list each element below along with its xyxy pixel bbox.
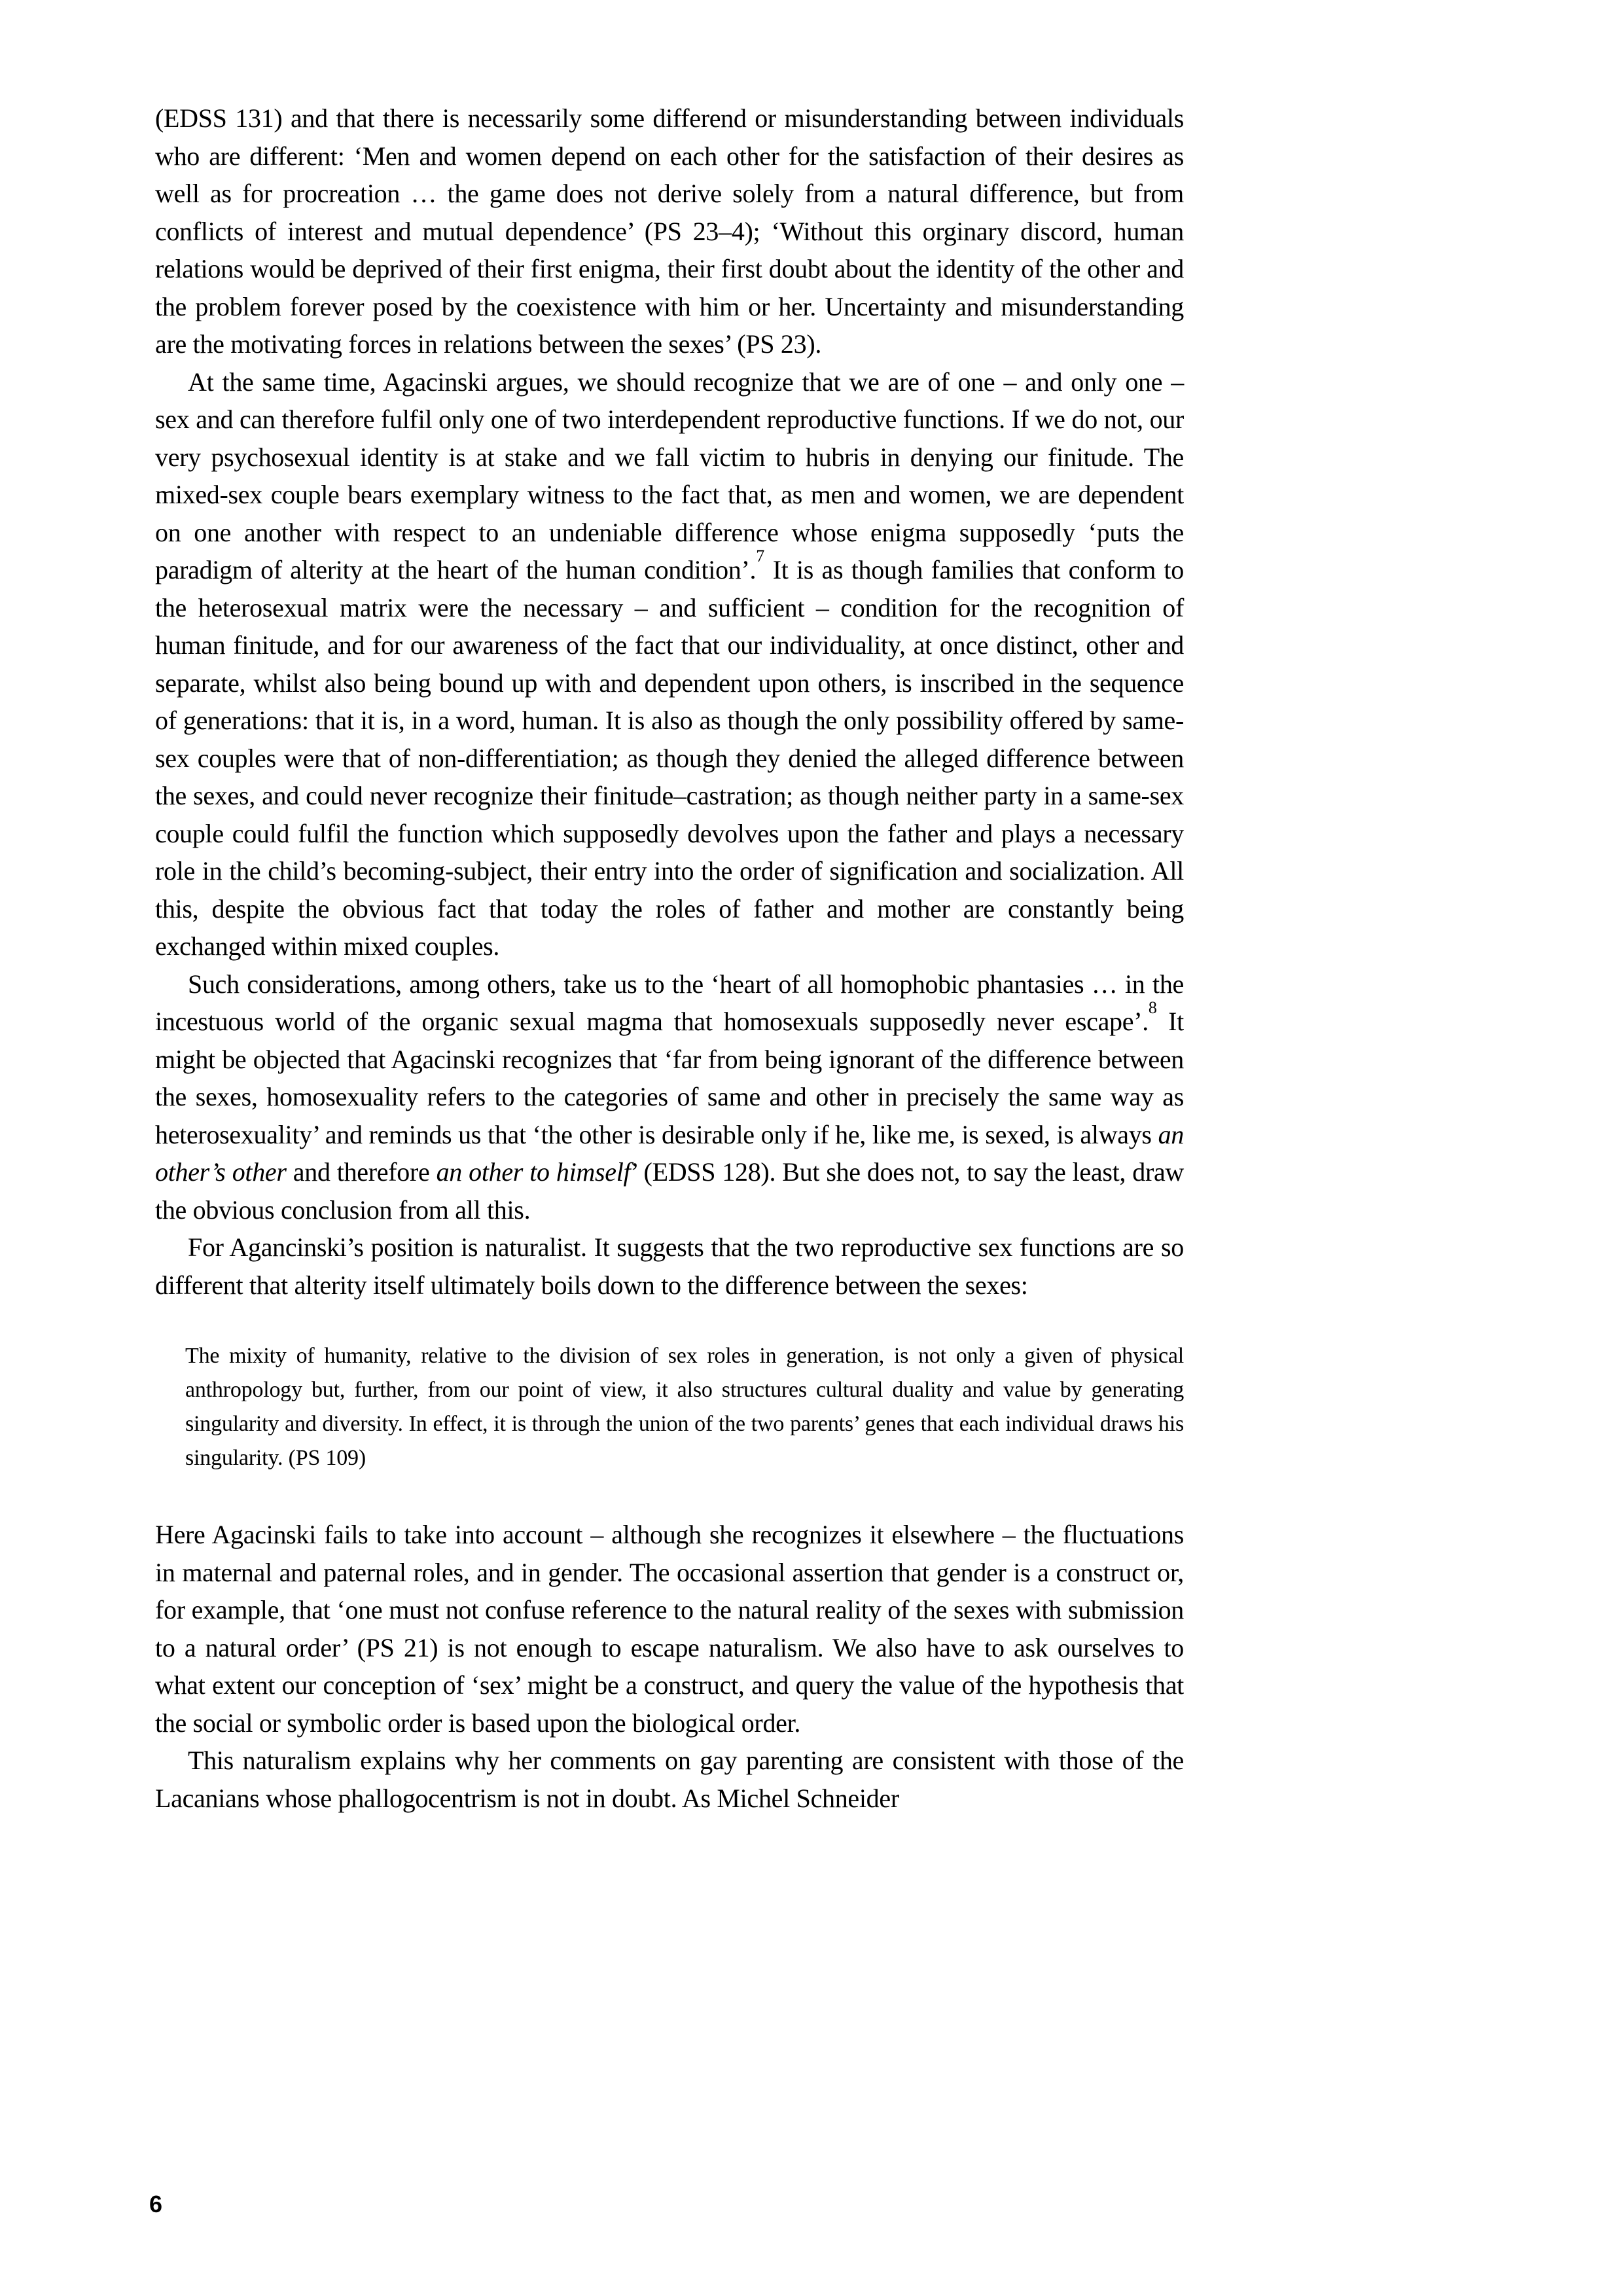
- page-number: 6: [149, 2191, 163, 2217]
- block-quote: The mixity of humanity, relative to the division of sex roles in generation, is not only a given of physical anthropology but, further, from our point of view, it also structures cultural duality and value by generating singularity and diversity. In effect, it is through the union of the two parents’ genes that each individual draws his singularity. (PS 109): [185, 1344, 1184, 1470]
- paragraph: For Agancinski’s position is naturalist. It suggests that the two reproductive sex functions are so different that alterity itself ultimately boils down to the difference between the sexes:: [155, 1232, 1184, 1300]
- footnote-reference-8: 8: [1148, 997, 1157, 1017]
- page-body-text: [155, 99, 1184, 1817]
- text-run: At the same time, Agacinski argues, we should recognize that we are of one – and only one – sex and can therefore fulfil only one of two interdependent reproductive functions. If we do not, our very psychosexual identity is at stake and we fall victim to hubris in denying our finitude. The mixed-sex couple bears exemplary witness to the fact that, as men and women, we are dependent on one another with respect to an undeniable difference whose enigma supposedly ‘puts the paradigm of alterity at the heart of the human condition’.: [155, 367, 1184, 584]
- paragraph: [155, 965, 1184, 1229]
- text-run: It is as though families that conform to the heterosexual matrix were the necessary – and sufficient – condition for the recognition of human finitude, and for our awareness of the fact that our individuality, at once distinct, other and separate, whilst also being bound up with and dependent upon others, is inscribed in the sequence of generations: that it is, in a word, human. It is also as though the only possibility offered by same-sex couples were that of non-differentiation; as though they denied the alleged difference between the sexes, and could never recognize their finitude–castration; as though neither party in a same-sex couple could fulfil the function which supposedly devolves upon the father and plays a necessary role in the child’s becoming-subject, their entry into the order of signification and socialization. All this, despite the obvious fact that today the roles of father and mother are constantly being exchanged within mixed couples.: [155, 555, 1184, 961]
- text-run: and therefore: [286, 1157, 437, 1187]
- footnote-reference-7: 7: [756, 546, 765, 565]
- paragraph: This naturalism explains why her comments on gay parenting are consistent with those of the Lacanians whose phallogocentrism is not in doubt. As Michel Schneider: [155, 1746, 1184, 1813]
- text-run: ’ (EDSS 128). But she does not, to say the least, draw the obvious conclusion from all this.: [155, 1157, 1185, 1225]
- italic-phrase: an other’s other: [155, 1119, 1184, 1187]
- italic-phrase: an other to himself: [436, 1157, 631, 1187]
- text-run: It might be objected that Agacinski recognizes that ‘far from being ignorant of the difference between the sexes, homosexuality refers to the categories of same and other in precisely the same way as heterosexuality’ and reminds us that ‘the other is desirable only if he, like me, is sexed, is always: [155, 1007, 1184, 1149]
- paragraph: Here Agacinski fails to take into account – although she recognizes it elsewhere – the fluctuations in maternal and paternal roles, and in gender. The occasional assertion that gender is a construct or, for example, that ‘one must not confuse reference to the natural reality of the sexes with submission to a natural order’ (PS 21) is not enough to escape naturalism. We also have to ask ourselves to what extent our conception of ‘sex’ might be a construct, and query the value of the hypothesis that the social or symbolic order is based upon the biological order.: [155, 1520, 1184, 1738]
- paragraph: [155, 363, 1184, 965]
- text-run: Such considerations, among others, take us to the ‘heart of all homophobic phantasies … in the incestuous world of the organic sexual magma that homosexuals supposedly never escape’.: [155, 969, 1184, 1036]
- paragraph-continuation: (EDSS 131) and that there is necessarily some differend or misunderstanding between individuals who are different: ‘Men and women depend on each other for the satisfaction of their desires as well as for procreation … the game does not derive solely from a natural difference, but from conflicts of interest and mutual dependence’ (PS 23–4); ‘Without this orginary discord, human relations would be deprived of their first enigma, their first doubt about the identity of the other and the problem forever posed by the coexistence with him or her. Uncertainty and misunderstanding are the motivating forces in relations between the sexes’ (PS 23).: [155, 103, 1184, 359]
